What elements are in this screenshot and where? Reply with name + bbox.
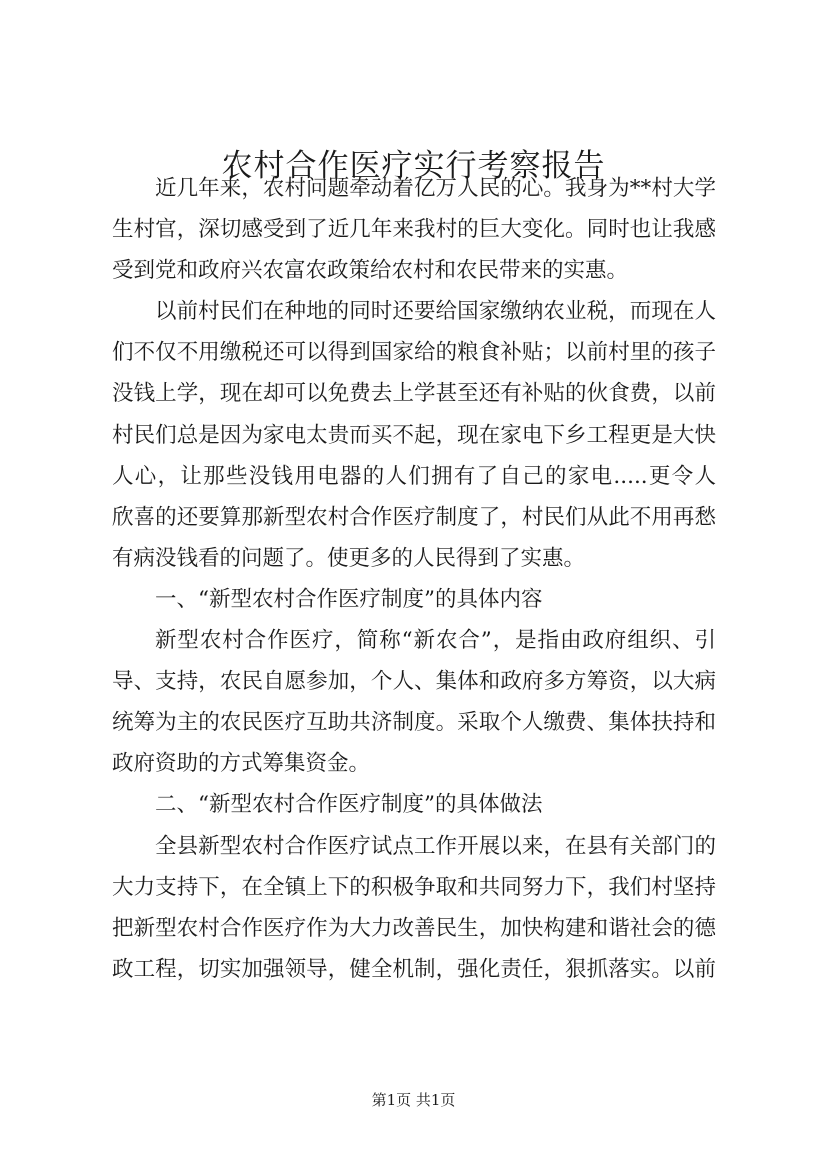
text-line: 导、支持，农民自愿参加，个人、集体和政府多方筹资，以大病 (112, 669, 716, 695)
text-line: 以前村民们在种地的同时还要给国家缴纳农业税，而现在人 (155, 299, 716, 325)
text-line: 有病没钱看的问题了。使更多的人民得到了实惠。 (112, 545, 586, 571)
text-line: 受到党和政府兴农富农政策给农村和农民带来的实惠。 (112, 258, 629, 284)
page-footer: 第1页 共1页 (371, 1091, 456, 1109)
text-line: 政府资助的方式筹集资金。 (112, 751, 371, 777)
text-line: 近几年来，农村问题牵动着亿万人民的心。我身为**村大学 (155, 176, 716, 201)
document-title: 农村合作医疗实行考察报告 (221, 148, 606, 184)
text-line: 大力支持下，在全镇上下的积极争取和共同努力下，我们村坚持 (112, 874, 716, 900)
text-line: 新型农村合作医疗，简称“新农合”，是指由政府组织、引 (155, 628, 716, 654)
text-line: 统筹为主的农民医疗互助共济制度。采取个人缴费、集体扶持和 (112, 710, 716, 736)
text-line: 没钱上学，现在却可以免费去上学甚至还有补贴的伙食费，以前 (112, 381, 716, 407)
text-line: 村民们总是因为家电太贵而买不起，现在家电下乡工程更是大快 (112, 422, 716, 448)
text-line: 政工程，切实加强领导，健全机制，强化责任，狠抓落实。以前 (112, 956, 716, 982)
text-line: 生村官，深切感受到了近几年来我村的巨大变化。同时也让我感 (112, 217, 716, 243)
text-line: 把新型农村合作医疗作为大力改善民生，加快构建和谐社会的德 (112, 915, 716, 941)
text-line: 一、“新型农村合作医疗制度”的具体内容 (155, 586, 543, 612)
text-line: 欣喜的还要算那新型农村合作医疗制度了，村民们从此不用再愁 (112, 504, 716, 530)
text-line: 全县新型农村合作医疗试点工作开展以来，在县有关部门的 (155, 833, 716, 859)
document-body (112, 168, 716, 990)
text-line: 人心，让那些没钱用电器的人们拥有了自己的家电.....更令人 (112, 463, 716, 489)
text-line: 们不仅不用缴税还可以得到国家给的粮食补贴；以前村里的孩子 (112, 340, 716, 366)
text-line: 二、“新型农村合作医疗制度”的具体做法 (155, 792, 543, 818)
